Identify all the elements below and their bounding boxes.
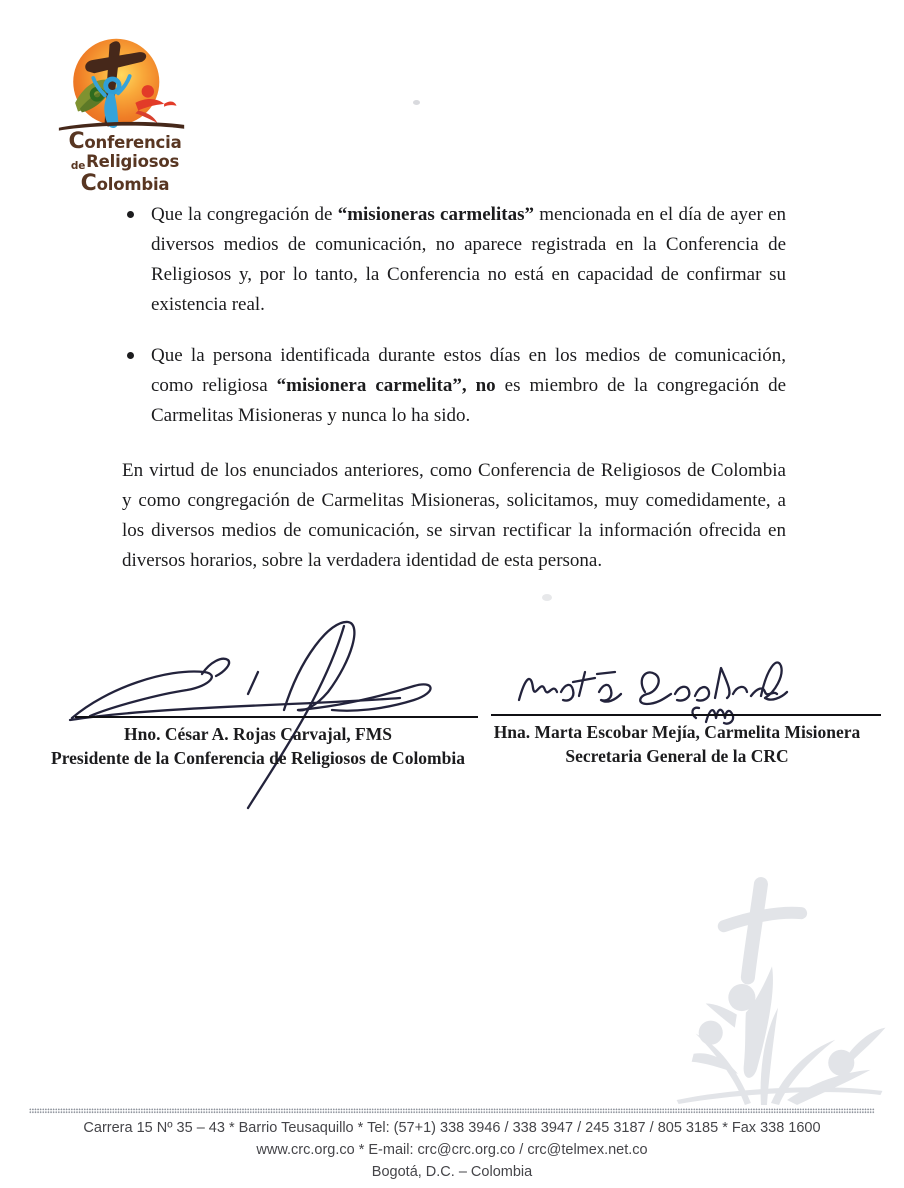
red-figure-head <box>142 85 154 97</box>
signatory-left-name: Hno. César A. Rojas Carvajal, FMS <box>124 724 392 744</box>
signature-cesar-rojas <box>52 610 482 815</box>
scan-speck <box>542 594 552 601</box>
signature-line-right <box>491 714 881 716</box>
crc-logo-emblem-icon <box>55 34 189 144</box>
footer-contact-line: www.crc.org.co * E-mail: crc@crc.org.co / crc@telmex.net.co <box>256 1142 648 1158</box>
logo-wordmark <box>40 129 210 196</box>
footer-city-line: Bogotá, D.C. – Colombia <box>371 1164 533 1180</box>
letterhead-footer <box>0 1108 904 1183</box>
signature-marta-escobar <box>505 638 795 730</box>
scan-speck <box>413 100 420 105</box>
dotted-separator <box>29 1108 875 1114</box>
crc-watermark-icon <box>648 872 900 1108</box>
crc-logo <box>40 28 210 208</box>
bullet-item-2 <box>122 341 786 431</box>
bullet-icon <box>127 352 134 359</box>
bullet-item-1 <box>122 200 786 320</box>
letter-body <box>122 200 786 576</box>
bullet-icon <box>127 211 134 218</box>
signature-line-left <box>75 716 478 718</box>
signatory-left-title: Presidente de la Conferencia de Religiosos de Colombia <box>51 748 465 768</box>
logo-line-de-religiosos: deReligiosos <box>70 152 180 172</box>
footer-address-line: Carrera 15 Nº 35 – 43 * Barrio Teusaquillo * Tel: (57+1) 338 3946 / 338 3947 / 245 3187 / 805 3185 * Fax 338 1600 <box>83 1120 821 1136</box>
logo-line-conferencia: Conferencia <box>68 129 182 154</box>
bullet-1-text: Que la congregación de “misioneras carmelitas” mencionada en el día de ayer en diversos medios de comunicación, no aparece registrada en la Conferencia de Religiosos y, por lo tanto, la Conferencia no está en capacidad de confirmar su existencia real. <box>151 204 786 315</box>
closing-paragraph: En virtud de los enunciados anteriores, como Conferencia de Religiosos de Colombia y como congregación de Carmelitas Misioneras, solicitamos, muy comedidamente, a los diversos medios de comunicación, se sirvan rectificar la información ofrecida en diversos horarios, sobre la verdadera identidad de esta persona. <box>122 460 786 571</box>
signatory-right-title: Secretaria General de la CRC <box>565 746 789 766</box>
bullet-2-text: Que la persona identificada durante estos días en los medios de comunicación, como religiosa “misionera carmelita”, no es miembro de la congregación de Carmelitas Misioneras y nunca lo ha sido. <box>151 345 787 426</box>
signatory-right-name: Hna. Marta Escobar Mejía, Carmelita Misionera <box>493 722 861 742</box>
logo-line-colombia: Colombia <box>80 171 170 196</box>
signatory-right <box>466 720 888 768</box>
signatory-left <box>38 722 478 770</box>
